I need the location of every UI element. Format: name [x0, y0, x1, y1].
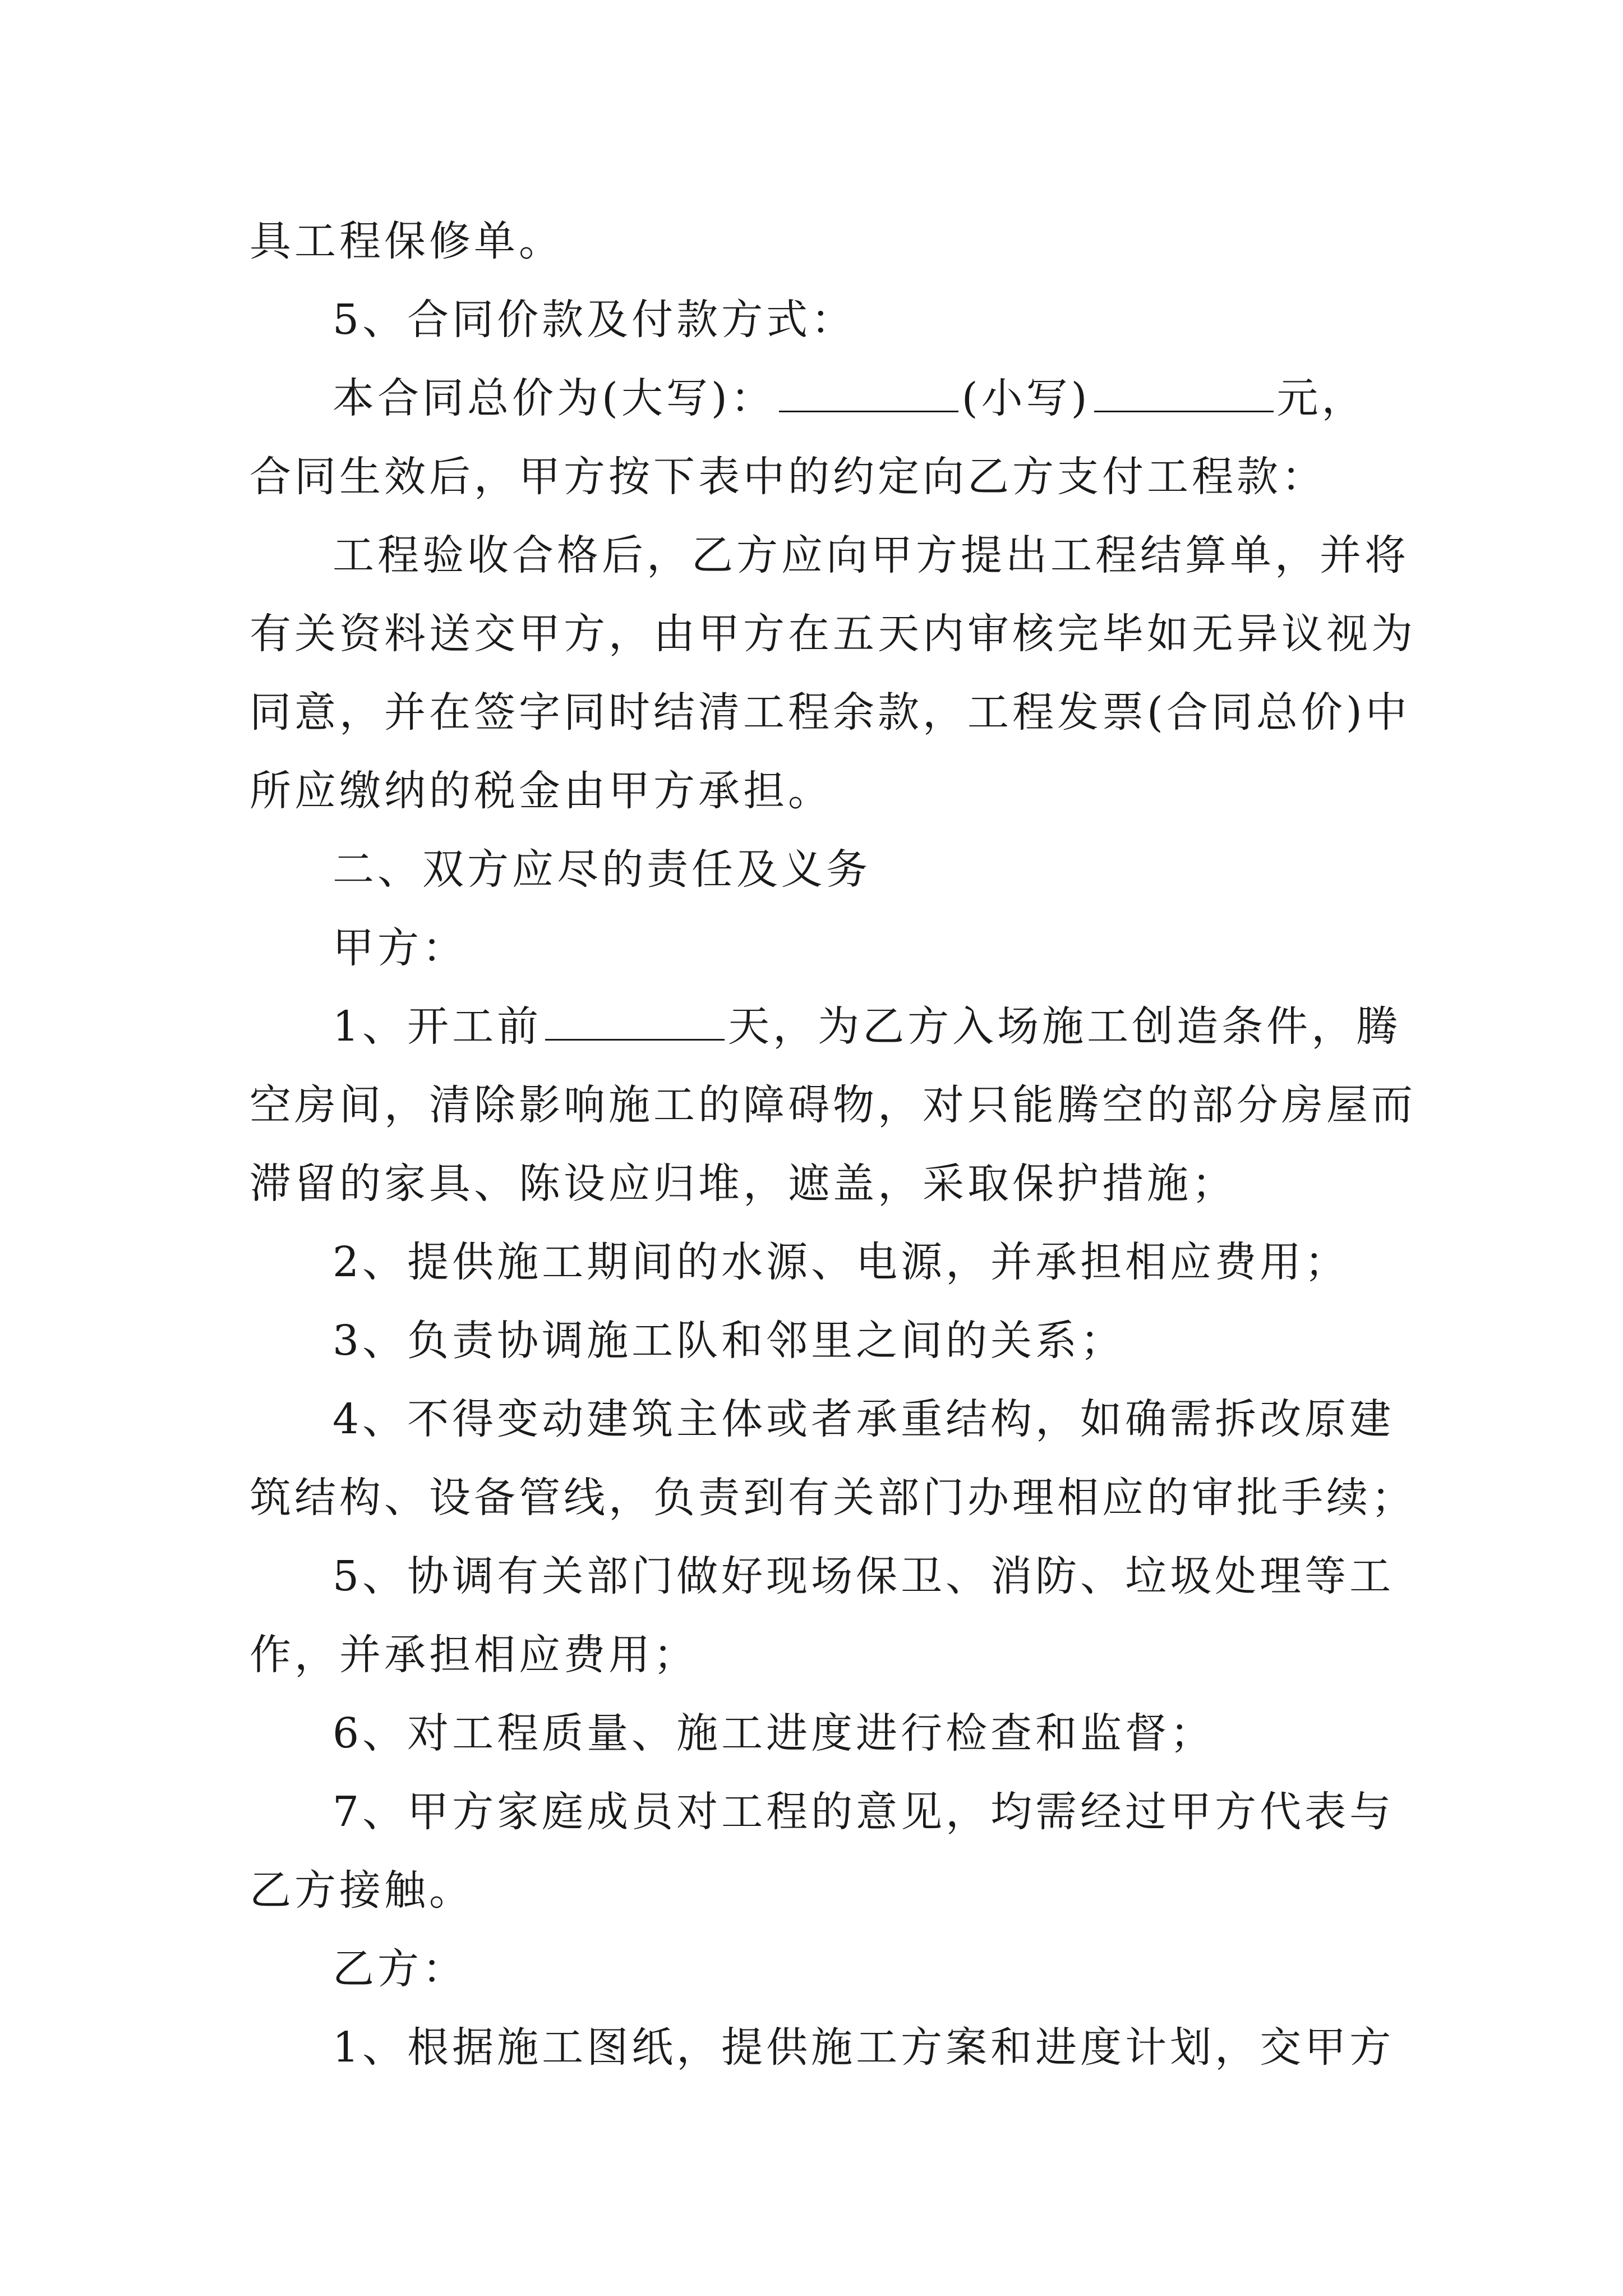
paragraph-line: 乙方接触。 — [250, 1866, 474, 1915]
paragraph-line: 同意，并在签字同时结清工程余款，工程发票(合同总价)中 — [250, 688, 1410, 737]
start-days-blank[interactable] — [545, 1004, 725, 1041]
paragraph-line: 3、负责协调施工队和邻里之间的关系； — [333, 1317, 1126, 1365]
paragraph-line: 1、根据施工图纸，提供施工方案和进度计划，交甲方 — [333, 2023, 1395, 2072]
document-body — [250, 202, 1416, 2087]
paragraph-line: 有关资料送交甲方，由甲方在五天内审核完毕如无异议视为 — [250, 610, 1416, 658]
section-heading-duties: 二、双方应尽的责任及义务 — [333, 845, 871, 894]
paragraph-line: 4、不得变动建筑主体或者承重结构，如确需拆改原建 — [333, 1395, 1395, 1443]
party-b-heading: 乙方： — [333, 1945, 467, 1993]
contract-price-line — [250, 359, 1388, 438]
price-uppercase-blank[interactable] — [779, 376, 958, 412]
price-unit: 元， — [1276, 374, 1367, 422]
paragraph-line: 5、协调有关部门做好现场保卫、消防、垃圾处理等工 — [333, 1552, 1395, 1600]
paragraph-line: 筑结构、设备管线，负责到有关部门办理相应的审批手续； — [250, 1474, 1416, 1522]
paragraph-line: 所应缴纳的税金由甲方承担。 — [250, 767, 833, 815]
paragraph-line: 7、甲方家庭成员对工程的意见，均需经过甲方代表与 — [333, 1788, 1395, 1836]
paragraph-line: 合同生效后，甲方按下表中的约定向乙方支付工程款： — [250, 453, 1326, 501]
start-days-label: 1、开工前 — [333, 1002, 542, 1051]
contract-price-label: 本合同总价为(大写)： — [333, 374, 776, 422]
party-a-heading: 甲方： — [333, 924, 467, 972]
paragraph-line: 滞留的家具、陈设应归堆，遮盖，采取保护措施； — [250, 1159, 1237, 1208]
price-lowercase-label: (小写) — [961, 374, 1091, 422]
paragraph-line: 工程验收合格后，乙方应向甲方提出工程结算单，并将 — [333, 531, 1409, 579]
start-days-suffix: 天，为乙方入场施工创造条件，腾 — [728, 1002, 1401, 1051]
paragraph-line: 2、提供施工期间的水源、电源，并承担相应费用； — [333, 1238, 1350, 1286]
paragraph-line: 空房间，清除影响施工的障碍物，对只能腾空的部分房屋而 — [250, 1081, 1416, 1129]
paragraph-line: 作，并承担相应费用； — [250, 1631, 698, 1679]
price-lowercase-blank[interactable] — [1094, 376, 1274, 412]
section-heading-payment: 5、合同价款及付款方式： — [333, 296, 856, 344]
start-days-line — [250, 987, 1401, 1066]
paragraph-line: 具工程保修单。 — [250, 217, 564, 265]
paragraph-line: 6、对工程质量、施工进度进行检查和监督； — [333, 1709, 1215, 1757]
